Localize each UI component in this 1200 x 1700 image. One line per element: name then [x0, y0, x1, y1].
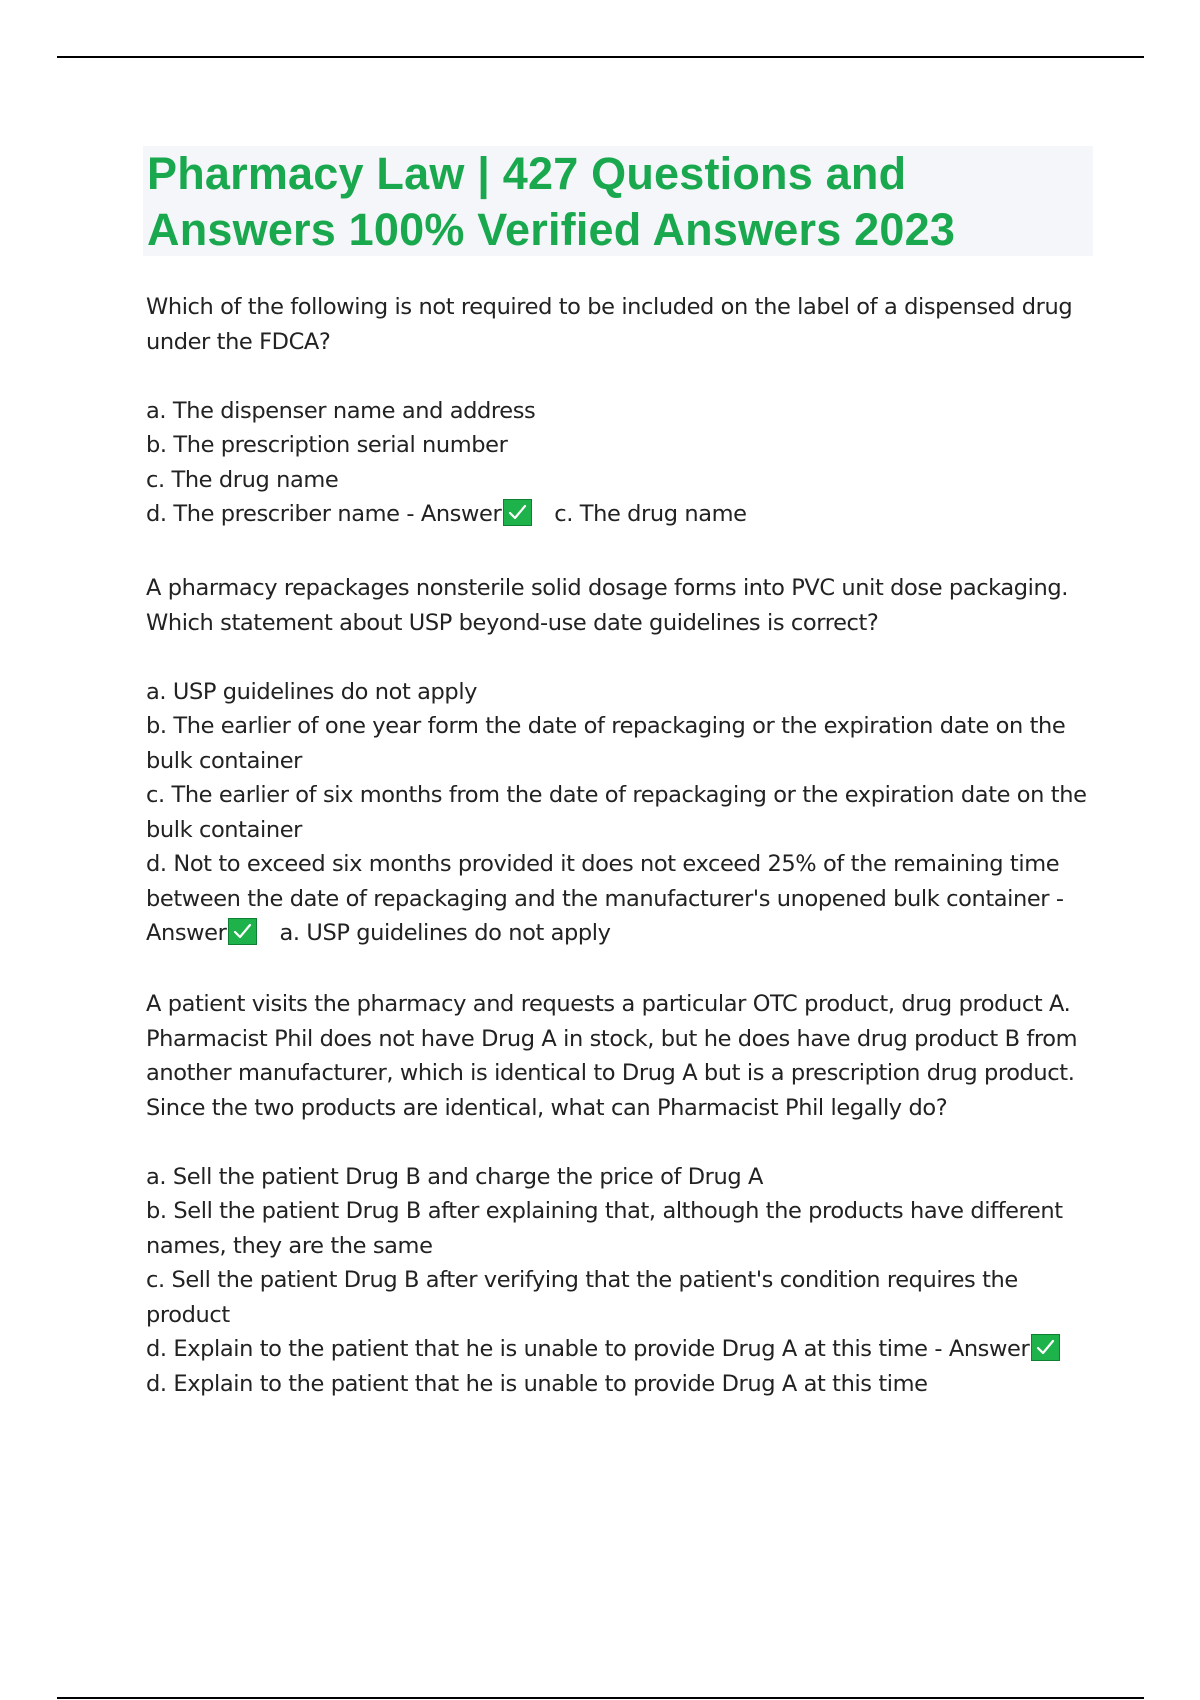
- option-d-with-answer: [146, 497, 1096, 532]
- option-a: a. The dispenser name and address: [146, 397, 536, 424]
- answer-text: d. Explain to the patient that he is unable to provide Drug A at this time: [146, 1370, 928, 1397]
- option-b: b. The earlier of one year form the date of repackaging or the expiration date on the bulk container: [146, 713, 1066, 774]
- option-d: d. Not to exceed six months provided it does not exceed 25% of the remaining time between the date of repackaging and the manufacturer's unopened bulk container - Answer: [146, 851, 1064, 946]
- option-d-with-answer: [146, 847, 1096, 951]
- option-d: d. The prescriber name - Answer: [146, 501, 502, 527]
- option-d-with-answer: [146, 1332, 1096, 1401]
- qa-block-3: [146, 987, 1096, 1401]
- document-title: [147, 146, 1097, 258]
- question-text: A patient visits the pharmacy and requests a particular OTC product, drug product A. Pharmacist Phil does not have Drug A in stock, but he does have drug product B from another manufacturer, which is identical to Drug A but is a prescription drug product. Since the two products are identical, what can Pharmacist Phil legally do?: [146, 991, 1078, 1121]
- check-mark-icon: [503, 499, 532, 526]
- option-c: c. Sell the patient Drug B after verifying that the patient's condition requires the product: [146, 1267, 1018, 1328]
- top-rule: [57, 56, 1144, 58]
- option-c: c. The earlier of six months from the date of repackaging or the expiration date on the bulk container: [146, 782, 1087, 843]
- question-text: A pharmacy repackages nonsterile solid dosage forms into PVC unit dose packaging. Which statement about USP beyond-use date guidelines is correct?: [146, 575, 1069, 636]
- option-b: b. The prescription serial number: [146, 432, 508, 458]
- check-mark-icon: [228, 918, 257, 945]
- option-d: d. Explain to the patient that he is unable to provide Drug A at this time - Answer: [146, 1336, 1030, 1362]
- answer-text: c. The drug name: [554, 501, 747, 527]
- title-line-1: Pharmacy Law | 427 Questions and: [147, 148, 907, 199]
- option-a: a. Sell the patient Drug B and charge the price of Drug A: [146, 1163, 763, 1190]
- check-mark-icon: [1031, 1334, 1060, 1361]
- title-line-2: Answers 100% Verified Answers 2023: [147, 204, 956, 255]
- option-a: a. USP guidelines do not apply: [146, 678, 478, 705]
- qa-block-1: [146, 290, 1096, 532]
- qa-block-2: [146, 571, 1096, 951]
- question-text: Which of the following is not required to be included on the label of a dispensed drug under the FDCA?: [146, 294, 1073, 355]
- option-c: c. The drug name: [146, 466, 339, 493]
- bottom-rule: [57, 1697, 1144, 1699]
- answer-text: a. USP guidelines do not apply: [279, 920, 611, 946]
- option-b: b. Sell the patient Drug B after explaining that, although the products have different names, they are the same: [146, 1198, 1063, 1259]
